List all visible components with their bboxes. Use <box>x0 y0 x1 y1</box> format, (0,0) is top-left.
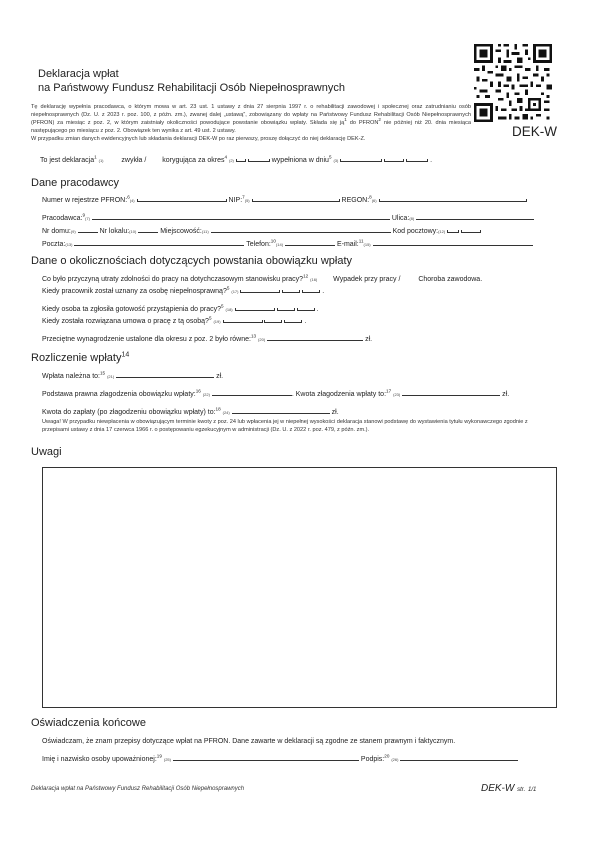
declaration-type-row: To jest deklaracja$^1$ (1) zwykła / korygująca za okres$^4$ (2) wypełniona w dniu$^5$ (3) . <box>40 154 433 164</box>
postal-code-part1-field[interactable] <box>447 230 459 233</box>
warning-note: Uwaga! W przypadku niewpłacenia w obowiązującym terminie kwoty z poz. 24 lub wpłacenia jej w niepełnej wysokości deklaracja stanowi podstawę do wystawienia tytułu wykonawczego zgodnie z przepisami ustawy z dnia 17 czerwca 1966 r. o postępowaniu egzekucyjnym w administracji (Dz. U. z 2022 r. poz. 479, z późn. zm.). <box>42 419 528 433</box>
footer-text: Deklaracja wpłat na Państwowy Fundusz Rehabilitacji Osób Niepełnosprawnych <box>31 786 245 792</box>
phone-field[interactable] <box>285 240 335 246</box>
contact-row: Poczta:(13) Telefon:$^{10}$(14) E-mail:$^{11}$(15) <box>42 240 533 248</box>
option-disease: Choroba zawodowa. <box>418 276 483 283</box>
intro-p2: W przypadku zmian danych ewidencyjnych lub składania deklaracji DEK-W po raz pierwszy, proszę dołączyć do niej deklarację DEK-Z. <box>31 135 366 142</box>
form-title-line1: Deklaracja wpłat <box>38 68 119 80</box>
readiness-date-row: Kiedy osoba ta zgłosiła gotowość przystąpienia do pracy?$^5$ (18) . <box>42 303 319 313</box>
form-title-line2: na Państwowy Fundusz Rehabilitacji Osób Niepełnosprawnych <box>38 82 345 94</box>
correction-checkbox[interactable] <box>148 157 160 163</box>
address-row: Nr domu:(9) Nr lokalu:(10) Miejscowość:(11) Kod pocztowy:(12) <box>42 227 481 235</box>
city-field[interactable] <box>211 227 391 233</box>
correction-month-field[interactable] <box>236 159 246 162</box>
due-row: Wpłata należna to:$^{15}$ (21) zł. <box>42 370 224 380</box>
pay-amount-field[interactable] <box>232 408 330 414</box>
legal-basis-field[interactable] <box>212 390 292 396</box>
option-accident: Wypadek przy pracy / <box>333 276 401 283</box>
remarks-heading: Uwagi <box>31 446 62 458</box>
filled-day-field[interactable] <box>406 159 428 162</box>
correction-year-field[interactable] <box>248 159 270 162</box>
email-field[interactable] <box>373 240 533 246</box>
readiness-day-field[interactable] <box>297 308 315 311</box>
filled-date-field[interactable] <box>340 159 382 162</box>
disabled-month-field[interactable] <box>282 290 300 293</box>
circumstances-heading: Dane o okolicznościach dotyczących powstania obowiązku wpłaty <box>31 255 353 267</box>
post-office-field[interactable] <box>74 240 244 246</box>
intro-text <box>31 104 471 144</box>
termination-date-row: Kiedy została rozwiązana umowa o pracę z tą osobą?$^5$ (19) . <box>42 315 307 325</box>
statements-heading: Oświadczenia końcowe <box>31 717 146 729</box>
intro-sup2: 2 <box>378 116 381 122</box>
salary-field[interactable] <box>267 335 363 341</box>
form-code: DEK-W <box>512 124 557 139</box>
relief-amount-field[interactable] <box>402 390 500 396</box>
footer-page-code: DEK-W str. 1/1 <box>481 783 537 794</box>
employer-name-row: Pracodawca:$^9$(7) Ulica:(8) <box>42 214 534 222</box>
signature-field[interactable] <box>400 755 518 761</box>
accident-checkbox[interactable] <box>319 276 331 282</box>
house-number-field[interactable] <box>78 227 98 233</box>
pay-row: Kwota do zapłaty (po złagodzeniu obowiązku wpłaty) to:$^{18}$ (24) zł. <box>42 406 339 416</box>
due-amount-field[interactable] <box>116 372 214 378</box>
termination-year-field[interactable] <box>223 320 263 323</box>
street-field[interactable] <box>416 214 534 220</box>
authorized-person-field[interactable] <box>173 755 359 761</box>
intro-p1-end: nie później niż 20. dnia miesiąca następującego po miesiącu z poz. 2. Obowiązek ten wynika z art. 49 ust. 2 ustawy. <box>31 119 471 134</box>
option-regular: zwykła / <box>121 157 147 164</box>
signature-row: Imię i nazwisko osoby upoważnionej:$^{19}$ (25) Podpis:$^{20}$ (26) <box>42 755 518 763</box>
option-correction: korygująca za okres <box>162 157 225 164</box>
pfron-number-field[interactable] <box>137 199 227 202</box>
readiness-year-field[interactable] <box>235 308 275 311</box>
remarks-textarea[interactable] <box>42 467 557 708</box>
filled-month-field[interactable] <box>384 159 404 162</box>
regon-field[interactable] <box>379 199 527 202</box>
postal-code-part2-field[interactable] <box>461 230 481 233</box>
readiness-month-field[interactable] <box>277 308 295 311</box>
intro-p1: Tę deklarację wypełnia pracodawca, o którym mowa w art. 23 ust. 1 ustawy z dnia 27 sierpnia 1997 r. o rehabilitacji zawodowej i społecznej oraz zatrudnianiu osób niepełnosprawnych (Dz. U. z 2023 r. poz. 100, z późn. zm.), zwanej dalej „ustawą”, zobowiązany do wpłaty na Państwowy Fundusz Rehabilitacji Osób Niepełnosprawnych (PFRON) za miesiąc z poz. 2, w którym zaistniały okoliczności powodujące powstanie obowiązku wpłaty. Składa się ją <box>31 104 471 126</box>
employer-heading: Dane pracodawcy <box>31 177 120 189</box>
regular-checkbox[interactable] <box>105 157 119 163</box>
cause-row: Co było przyczyną utraty zdolności do pracy na dotychczasowym stanowisku pracy?$^{12}$ (16) Wypadek przy pracy / Choroba zawodowa. <box>42 273 483 283</box>
termination-day-field[interactable] <box>284 320 302 323</box>
relief-row: Podstawa prawna złagodzenia obowiązku wpłaty:$^{16}$ (22) . Kwota złagodzenia wpłaty to:$^{17}$ (23) zł. <box>42 388 510 398</box>
settlement-heading: Rozliczenie wpłaty$^{14}$ <box>31 351 130 364</box>
intro-sup1: 1 <box>344 116 347 122</box>
form-title <box>38 67 345 95</box>
disabled-date-row: Kiedy pracownik został uznany za osobę niepełnosprawną?$^5$ (17) . <box>42 285 325 295</box>
intro-p1-mid: do PFRON <box>346 119 379 126</box>
qr-code-icon <box>474 44 552 122</box>
employer-ids-row: Numer w rejestrze PFRON:$^6$(4) NIP:$^7$(5) REGON:$^8$(6) <box>42 197 527 204</box>
employer-name-field[interactable] <box>92 214 390 220</box>
flat-number-field[interactable] <box>138 227 158 233</box>
statement-text: Oświadczam, że znam przepisy dotyczące wpłat na PFRON. Dane zawarte w deklaracji są zgodne ze stanem prawnym i faktycznym. <box>42 738 456 745</box>
termination-month-field[interactable] <box>264 320 282 323</box>
salary-row: Przeciętne wynagrodzenie ustalone dla okresu z poz. 2 było równe:$^{13}$ (20) zł. <box>42 333 373 343</box>
disabled-day-field[interactable] <box>302 290 320 293</box>
disease-checkbox[interactable] <box>402 276 416 282</box>
declaration-type-label: To jest deklaracja <box>40 157 95 164</box>
nip-field[interactable] <box>252 199 340 202</box>
filled-date-label: wypełniona w dniu <box>271 157 329 164</box>
disabled-year-field[interactable] <box>240 290 280 293</box>
